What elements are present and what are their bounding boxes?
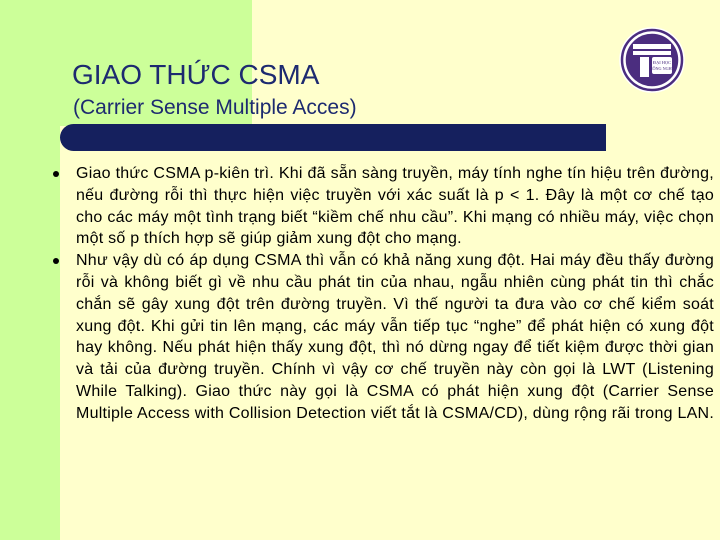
- slide-subtitle: (Carrier Sense Multiple Acces): [73, 96, 357, 119]
- left-accent-band: [0, 0, 60, 540]
- bullet-text: Giao thức CSMA p-kiên trì. Khi đã sẵn sàng truyền, máy tính nghe tín hiệu trên đường, nếu đường rỗi thì thực hiện việc truyền với xác suất là p < 1. Đây là một cơ chế tạo cho các máy một tình trạng biết “kiềm chế nhu cầu”. Khi mạng có nhiều máy, việc chọn một số p thích hợp sẽ giúp giảm xung đột cho mạng.: [76, 165, 714, 248]
- bullet-list: [52, 163, 714, 425]
- bullet-dot-icon: [53, 171, 59, 177]
- bullet-text: Như vậy dù có áp dụng CSMA thì vẫn có khả năng xung đột. Hai máy đều thấy đường rỗi và không biết gì về nhu cầu phát tin của nhau, ngẫu nhiên cùng phát tin thì chắc chắn sẽ gây xung đột trên đường truyền. Vì thế người ta đưa vào cơ chế kiểm soát xung đột. Khi gửi tin lên mạng, các máy vẫn tiếp tục “nghe” để phát hiện có xung đột hay không. Nếu phát hiện thấy xung đột, thì nó dừng ngay để tiết kiệm được thời gian và tải của đường truyền. Chính vì vậy cơ chế truyền này còn gọi là LWT (Listening While Talking). Giao thức này gọi là CSMA có phát hiện xung đột (Carrier Sense Multiple Access with Collision Detection viết tắt là CSMA/CD), dùng rộng rãi trong LAN.: [76, 252, 715, 422]
- logo-text-line2: CÔNG NGHỆ: [649, 66, 675, 71]
- list-item: [52, 163, 714, 250]
- list-item: [52, 250, 714, 424]
- title-underline-bar: [60, 124, 606, 151]
- bullet-dot-icon: [53, 258, 59, 264]
- logo-text-line1: ĐẠI HỌC: [652, 60, 672, 65]
- slide-title: GIAO THỨC CSMA: [72, 59, 320, 90]
- university-logo-icon: [618, 26, 686, 94]
